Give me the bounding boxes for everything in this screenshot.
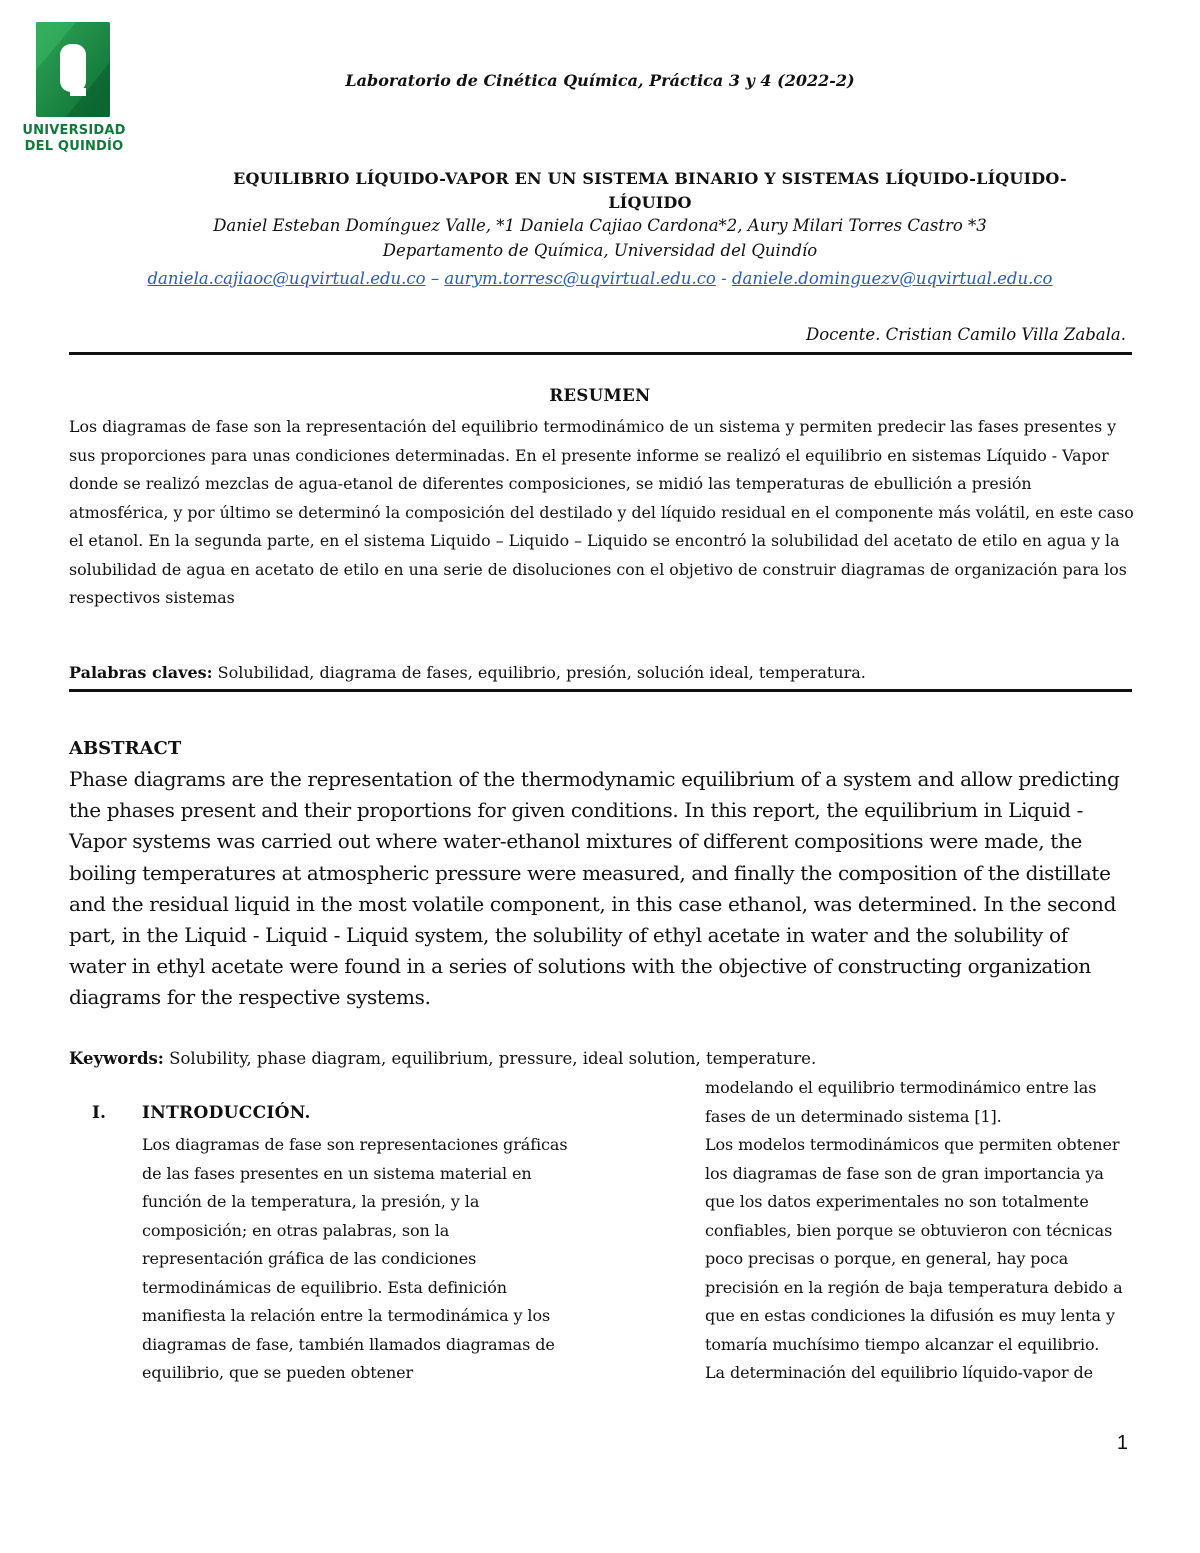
keywords-label: Keywords:: [69, 1049, 164, 1068]
email-separator-2: -: [715, 269, 732, 288]
intro-paragraph-2: Los modelos termodinámicos que permiten obtener los diagramas de fase son de gran importancia ya que los datos experimentales no son totalmente confiables, bien porque se obtuvieron con técnicas poco precisas o porque, en general, hay poca precisión en la región de baja temperatura debido a que en estas condiciones la difusión es muy lenta y tomaría muchísimo tiempo alcanzar el equilibrio.: [705, 1135, 1123, 1354]
page-number: 1: [1116, 1432, 1128, 1454]
intro-left-column: [142, 1131, 572, 1388]
intro-right-column: [705, 1074, 1135, 1388]
email-separator-1: –: [425, 269, 445, 288]
docente: Docente. Cristian Camilo Villa Zabala.: [806, 325, 1126, 344]
resumen-body: Los diagramas de fase son la representación del equilibrio termodinámico de un sistema y permiten predecir las fases presentes y sus proporciones para unas condiciones determinadas. En el presente informe se realizó el equilibrio en sistemas Líquido - Vapor donde se realizó mezclas de agua-etanol de diferentes composiciones, se midió las temperaturas de ebullición a presión atmosférica, y por último se determinó la composición del destilado y del líquido residual en el componente más volátil, en este caso el etanol. En la segunda parte, en el sistema Liquido – Liquido – Liquido se encontró la solubilidad del acetato de etilo en agua y la solubilidad de agua en acetato de etilo en una serie de disoluciones con el objetivo de construir diagramas de organización para los respectivos sistemas: [69, 417, 1134, 607]
divider-middle: [69, 689, 1132, 692]
email-link-1[interactable]: daniela.cajiaoc@uqvirtual.edu.co: [147, 269, 426, 288]
intro-paragraph-3: La determinación del equilibrio líquido-vapor de: [705, 1363, 1094, 1382]
lab-header: Laboratorio de Cinética Química, Práctica 3 y 4 (2022-2): [345, 71, 855, 90]
keywords-text: Solubility, phase diagram, equilibrium, pressure, ideal solution, temperature.: [163, 1049, 817, 1068]
section-number: I.: [92, 1103, 106, 1123]
paper-title: [170, 167, 1130, 215]
abstract-heading: ABSTRACT: [69, 738, 182, 759]
department: Departamento de Química, Universidad del Quindío: [382, 241, 818, 260]
section-title: INTRODUCCIÓN.: [142, 1103, 311, 1123]
author-emails: [0, 269, 1200, 288]
divider-top: [69, 352, 1132, 355]
abstract-body: Phase diagrams are the representation of the thermodynamic equilibrium of a system and allow predicting the phases present and their proportions for given conditions. In this report, the equilibrium in Liquid - Vapor systems was carried out where water-ethanol mixtures of different compositions were made, the boiling temperatures at atmospheric pressure were measured, and finally the composition of the distillate and the residual liquid in the most volatile component, in this case ethanol, was determined. In the second part, in the Liquid - Liquid - Liquid system, the solubility of ethyl acetate in water and the solubility of water in ethyl acetate were found in a series of solutions with the objective of constructing organization diagrams for the respective systems.: [69, 767, 1120, 1010]
email-link-2[interactable]: aurym.torresc@uqvirtual.edu.co: [444, 269, 716, 288]
intro-paragraph-1-continued: modelando el equilibrio termodinámico entre las fases de un determinado sistema [1].: [705, 1078, 1097, 1126]
palabras-claves: [69, 660, 1134, 686]
logo-line-1: UNIVERSIDAD: [22, 123, 126, 138]
email-link-3[interactable]: daniele.dominguezv@uqvirtual.edu.co: [731, 269, 1053, 288]
keywords: [69, 1046, 869, 1072]
university-shield-icon: [36, 22, 110, 117]
intro-paragraph-1: Los diagramas de fase son representaciones gráficas de las fases presentes en un sistema material en función de la temperatura, la presión, y la composición; en otras palabras, son la representación gráfica de las condiciones termodinámicas de equilibrio. Esta definición manifiesta la relación entre la termodinámica y los diagramas de fase, también llamados diagramas de equilibrio, que se pueden obtener: [142, 1135, 568, 1382]
resumen-heading: RESUMEN: [549, 386, 651, 405]
paper-title-line-1: EQUILIBRIO LÍQUIDO-VAPOR EN UN SISTEMA BINARIO Y SISTEMAS LÍQUIDO-LÍQUIDO-: [233, 169, 1067, 188]
university-logo: [20, 22, 128, 158]
palabras-claves-label: Palabras claves:: [69, 663, 213, 682]
authors: Daniel Esteban Domínguez Valle, *1 Daniela Cajiao Cardona*2, Aury Milari Torres Castro *3: [213, 216, 987, 235]
logo-line-2: DEL QUINDÍO: [24, 139, 124, 154]
palabras-claves-text: Solubilidad, diagrama de fases, equilibrio, presión, solución ideal, temperatura.: [212, 663, 866, 682]
paper-title-line-2: LÍQUIDO: [608, 193, 692, 212]
